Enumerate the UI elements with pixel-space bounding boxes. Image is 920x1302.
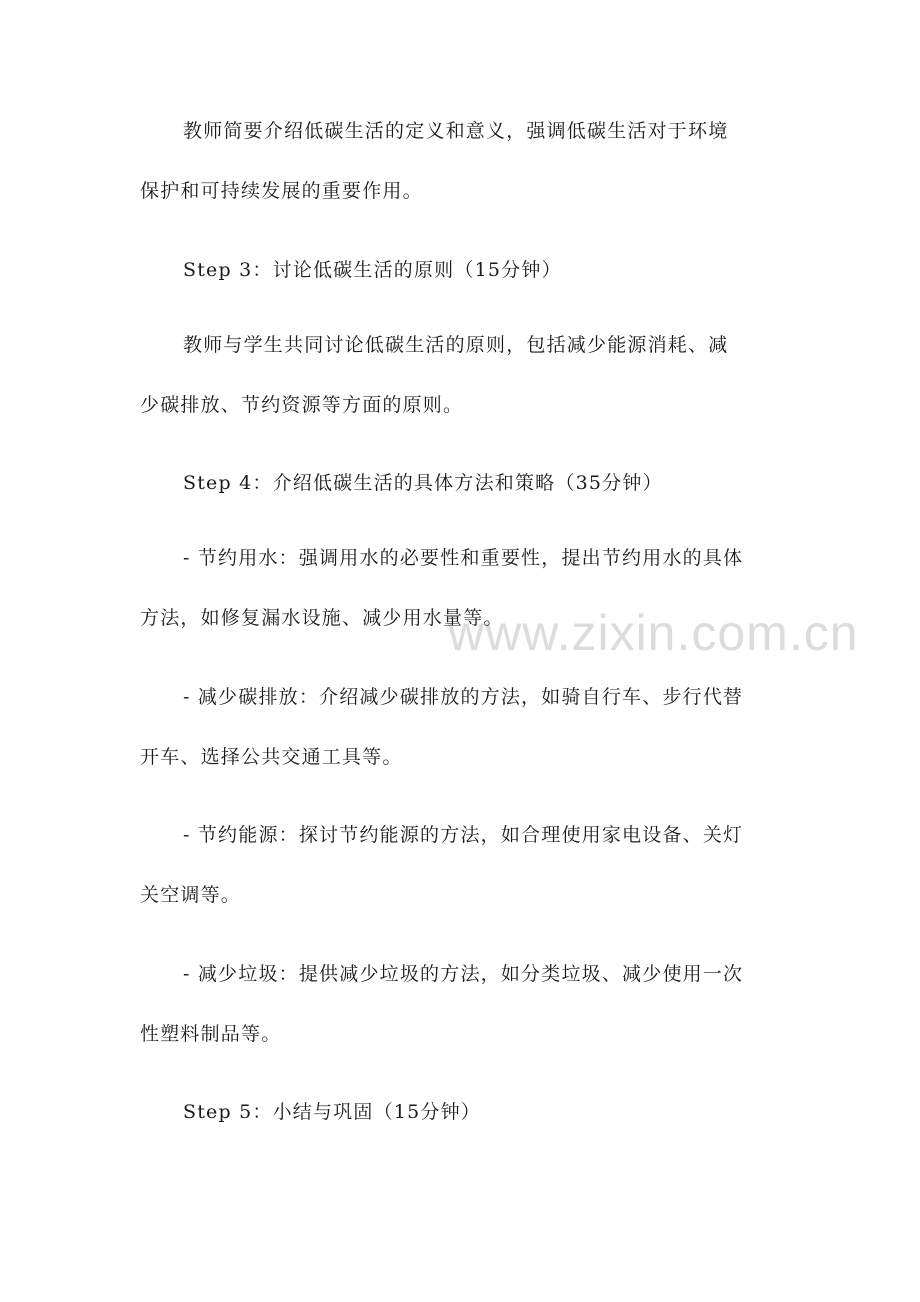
list-item-line: - 减少碳排放：介绍减少碳排放的方法，如骑自行车、步行代替 xyxy=(183,686,744,708)
list-item-line: 开车、选择公共交通工具等。 xyxy=(140,746,403,768)
list-item-line: 性塑料制品等。 xyxy=(140,1023,282,1045)
paragraph-line: 保护和可持续发展的重要作用。 xyxy=(140,180,423,202)
list-item-line: - 节约用水：强调用水的必要性和重要性，提出节约用水的具体 xyxy=(183,547,744,569)
watermark: www.zixin.com.cn xyxy=(448,605,859,661)
list-item-line: 方法，如修复漏水设施、减少用水量等。 xyxy=(140,607,504,629)
list-item-line: - 减少垃圾：提供减少垃圾的方法，如分类垃圾、减少使用一次 xyxy=(183,963,744,985)
list-item-line: - 节约能源：探讨节约能源的方法，如合理使用家电设备、关灯 xyxy=(183,824,744,846)
paragraph-line: 教师简要介绍低碳生活的定义和意义，强调低碳生活对于环境 xyxy=(183,120,729,142)
paragraph-line: 少碳排放、节约资源等方面的原则。 xyxy=(140,394,464,416)
step-heading: Step 5：小结与巩固（15分钟） xyxy=(183,1101,481,1123)
paragraph-line: 教师与学生共同讨论低碳生活的原则，包括减少能源消耗、减 xyxy=(183,334,729,356)
step-heading: Step 4：介绍低碳生活的具体方法和策略（35分钟） xyxy=(183,472,663,494)
list-item-line: 关空调等。 xyxy=(140,884,242,906)
step-heading: Step 3：讨论低碳生活的原则（15分钟） xyxy=(183,259,562,281)
